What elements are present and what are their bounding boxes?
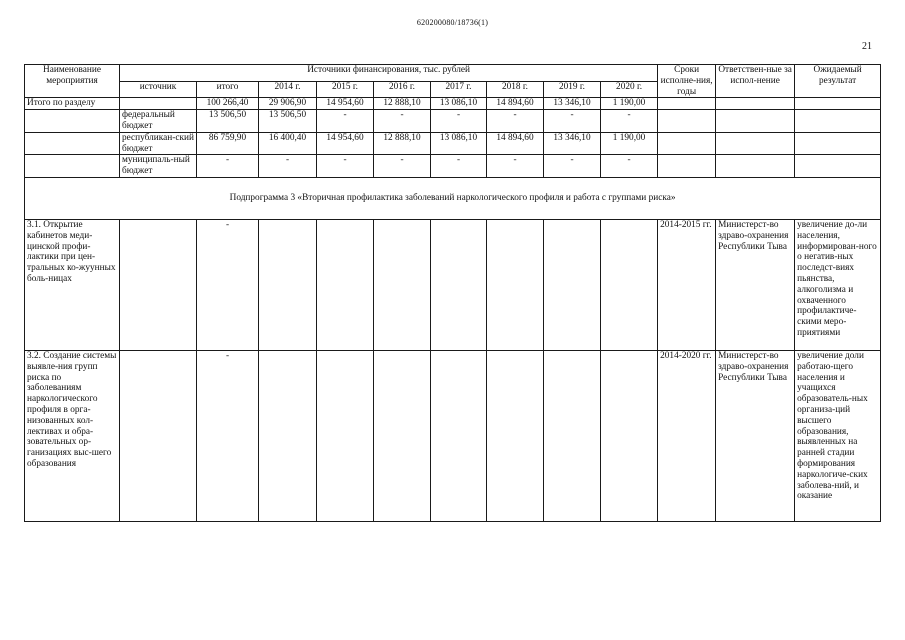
budget-value: - xyxy=(317,110,374,133)
budget-value: - xyxy=(374,110,431,133)
budget-source: муниципаль-ный бюджет xyxy=(120,155,197,178)
empty-cell xyxy=(716,110,795,133)
header-year: 2018 г. xyxy=(487,81,544,98)
section-total-value: 13 086,10 xyxy=(431,98,487,110)
measure-responsible: Министерст-во здраво-охранения Республики Тыва xyxy=(716,219,795,350)
header-year: 2017 г. xyxy=(431,81,487,98)
budget-value: - xyxy=(487,155,544,178)
budget-row xyxy=(25,110,881,133)
section-total-value: 14 954,60 xyxy=(317,98,374,110)
section-total-value: 1 190,00 xyxy=(601,98,658,110)
measure-total: - xyxy=(197,350,259,521)
header-responsible: Ответствен-ные за испол-нение xyxy=(716,65,795,98)
measure-row xyxy=(25,350,881,521)
empty-cell xyxy=(374,219,431,350)
empty-cell xyxy=(795,110,881,133)
empty-cell xyxy=(259,350,317,521)
empty-cell xyxy=(795,132,881,155)
measure-terms: 2014-2015 гг. xyxy=(658,219,716,350)
budget-row xyxy=(25,155,881,178)
measure-result: увеличение до-ли населения, информирован-ного о негатив-ных последст-виях пьянства, алкоголизма и охваченного профилактиче-скими меро-приятиями xyxy=(795,219,881,350)
budget-value: 13 506,50 xyxy=(259,110,317,133)
budget-value: - xyxy=(431,110,487,133)
empty-cell xyxy=(716,132,795,155)
measure-responsible: Министерст-во здраво-охранения Республики Тыва xyxy=(716,350,795,521)
budget-value: - xyxy=(544,155,601,178)
empty-cell xyxy=(431,219,487,350)
budget-value: - xyxy=(601,155,658,178)
measure-result: увеличение доли работаю-щего населения и учащихся образователь-ных организа-ций высшего образования, выявленных на ранней стадии формирования наркологиче-ских заболева-ний, и оказание xyxy=(795,350,881,521)
subprogram-row xyxy=(25,177,881,219)
budget-value: - xyxy=(317,155,374,178)
measure-total: - xyxy=(197,219,259,350)
budget-value: 13 086,10 xyxy=(431,132,487,155)
budget-value: 16 400,40 xyxy=(259,132,317,155)
empty-cell xyxy=(431,350,487,521)
budget-value: 12 888,10 xyxy=(374,132,431,155)
empty-cell xyxy=(658,110,716,133)
empty-cell xyxy=(259,219,317,350)
empty-cell xyxy=(716,98,795,110)
empty-cell xyxy=(487,350,544,521)
empty-cell xyxy=(658,155,716,178)
empty-cell xyxy=(601,219,658,350)
budget-source: республикан-ский бюджет xyxy=(120,132,197,155)
empty-cell xyxy=(374,350,431,521)
budget-value: 14 894,60 xyxy=(487,132,544,155)
section-total-value: 14 894,60 xyxy=(487,98,544,110)
header-expected: Ожидаемый результат xyxy=(795,65,881,98)
budget-value: - xyxy=(374,155,431,178)
empty-cell xyxy=(716,155,795,178)
budget-total: 86 759,90 xyxy=(197,132,259,155)
section-total-source xyxy=(120,98,197,110)
empty-cell xyxy=(795,155,881,178)
empty-cell xyxy=(317,219,374,350)
header-year: 2015 г. xyxy=(317,81,374,98)
header-name: Наименование мероприятия xyxy=(25,65,120,98)
header-source: источник xyxy=(120,81,197,98)
empty-cell xyxy=(601,350,658,521)
subprogram-title: Подпрограмма 3 «Вторичная профилактика заболеваний наркологического профиля и работа с группами риска» xyxy=(25,177,881,219)
empty-cell xyxy=(487,219,544,350)
section-total-row xyxy=(25,98,881,110)
page-number: 21 xyxy=(862,41,872,52)
budget-value: 1 190,00 xyxy=(601,132,658,155)
header-sources-group: Источники финансирования, тыс. рублей xyxy=(120,65,658,82)
budget-value: - xyxy=(259,155,317,178)
header-year: 2019 г. xyxy=(544,81,601,98)
empty-cell xyxy=(25,110,120,133)
budget-value: 13 346,10 xyxy=(544,132,601,155)
header-year: 2020 г. xyxy=(601,81,658,98)
empty-cell xyxy=(25,132,120,155)
empty-cell xyxy=(25,155,120,178)
budget-value: - xyxy=(601,110,658,133)
budget-value: - xyxy=(544,110,601,133)
budget-value: - xyxy=(487,110,544,133)
section-total-label: Итого по разделу xyxy=(25,98,120,110)
empty-cell xyxy=(544,219,601,350)
budget-value: - xyxy=(431,155,487,178)
budget-source: федеральный бюджет xyxy=(120,110,197,133)
budget-row xyxy=(25,132,881,155)
section-total-value: 13 346,10 xyxy=(544,98,601,110)
header-total: итого xyxy=(197,81,259,98)
empty-cell xyxy=(120,219,197,350)
empty-cell xyxy=(795,98,881,110)
empty-cell xyxy=(317,350,374,521)
empty-cell xyxy=(120,350,197,521)
budget-total: - xyxy=(197,155,259,178)
section-total-sum: 100 266,40 xyxy=(197,98,259,110)
header-year: 2016 г. xyxy=(374,81,431,98)
document-id: 620200080/18736(1) xyxy=(416,18,489,27)
section-total-value: 12 888,10 xyxy=(374,98,431,110)
measure-name: 3.1. Открытие кабинетов меди-цинской профи-лактики при цен-тральных ко-жуунных боль-ницах xyxy=(25,219,120,350)
budget-total: 13 506,50 xyxy=(197,110,259,133)
header-row-top xyxy=(25,65,881,82)
empty-cell xyxy=(658,132,716,155)
header-year: 2014 г. xyxy=(259,81,317,98)
empty-cell xyxy=(544,350,601,521)
financing-table xyxy=(24,64,881,522)
budget-value: 14 954,60 xyxy=(317,132,374,155)
empty-cell xyxy=(658,98,716,110)
header-terms: Сроки исполне-ния, годы xyxy=(658,65,716,98)
measure-terms: 2014-2020 гг. xyxy=(658,350,716,521)
measure-name: 3.2. Создание системы выявле-ния групп риска по заболеваниям наркологического профиля в орга-низованных кол-лективах и обра-зовательных ор-ганизациях выс-шего образования xyxy=(25,350,120,521)
measure-row xyxy=(25,219,881,350)
section-total-value: 29 906,90 xyxy=(259,98,317,110)
